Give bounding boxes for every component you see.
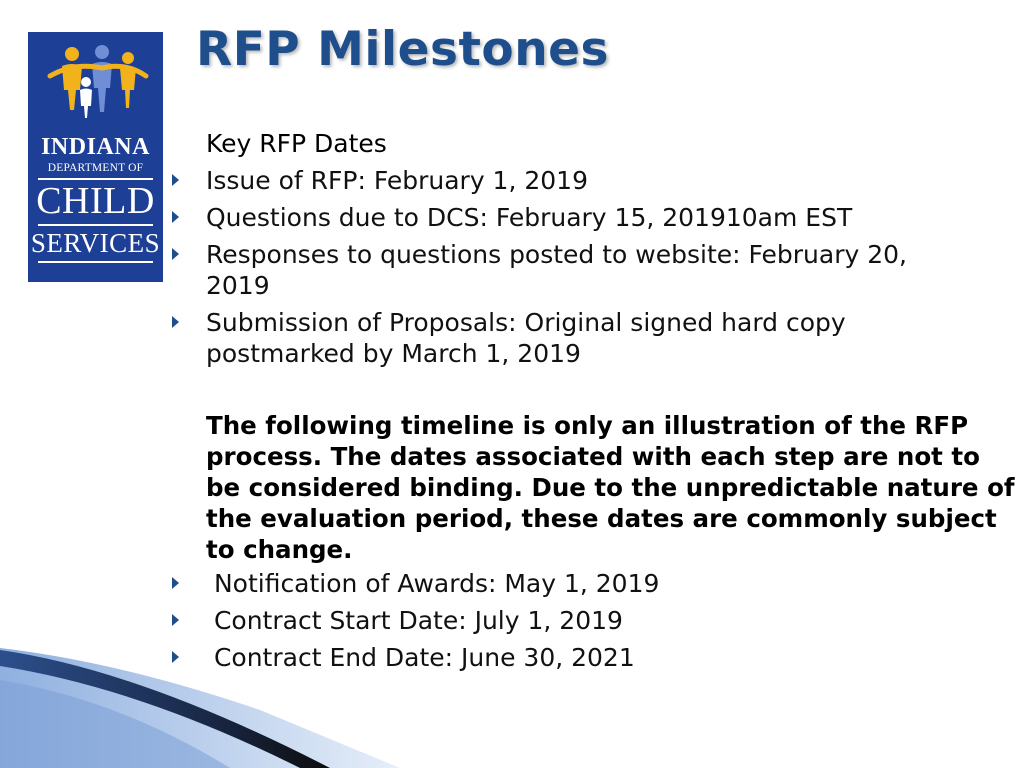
triangle-bullet-icon xyxy=(172,248,179,260)
list-item-text: Submission of Proposals: Original signed hard copy xyxy=(206,308,846,337)
list-item-text: Questions due to DCS: February 15, 201910am EST xyxy=(206,203,853,232)
list-item-text: Contract End Date: June 30, 2021 xyxy=(206,643,635,672)
triangle-bullet-icon xyxy=(172,174,179,186)
decorative-swoosh xyxy=(0,640,400,768)
disclaimer-line: The following timeline is only an illustration of the RFP xyxy=(206,411,969,440)
disclaimer-line: the evaluation period, these dates are commonly subject xyxy=(206,504,997,533)
slide-title: RFP Milestones xyxy=(196,22,610,77)
list-item-text: Notification of Awards: May 1, 2019 xyxy=(206,569,660,598)
logo-text-child: CHILD xyxy=(36,180,155,222)
list-item-text-continued: 2019 xyxy=(206,271,270,300)
family-figures-icon xyxy=(28,32,163,150)
triangle-bullet-icon xyxy=(172,211,179,223)
logo-text-services: SERVICES xyxy=(30,228,161,258)
triangle-bullet-icon xyxy=(172,316,179,328)
indiana-dcs-logo xyxy=(28,32,163,282)
disclaimer-line: be considered binding. Due to the unpredictable nature of xyxy=(206,473,1015,502)
timeline-disclaimer xyxy=(206,410,1015,565)
triangle-bullet-icon xyxy=(172,614,179,626)
triangle-bullet-icon xyxy=(172,577,179,589)
logo-text-indiana: INDIANA xyxy=(41,134,150,160)
list-item-text: Issue of RFP: February 1, 2019 xyxy=(206,166,588,195)
disclaimer-line: process. The dates associated with each step are not to xyxy=(206,442,980,471)
key-dates-heading: Key RFP Dates xyxy=(206,129,387,158)
logo-divider xyxy=(38,224,153,226)
logo-divider xyxy=(38,261,153,263)
list-item-text: Responses to questions posted to website: February 20, xyxy=(206,240,908,269)
disclaimer-line: to change. xyxy=(206,535,353,564)
logo-text-department: DEPARTMENT OF xyxy=(47,162,144,174)
list-item-text-continued: postmarked by March 1, 2019 xyxy=(206,339,581,368)
list-item-text: Contract Start Date: July 1, 2019 xyxy=(206,606,623,635)
